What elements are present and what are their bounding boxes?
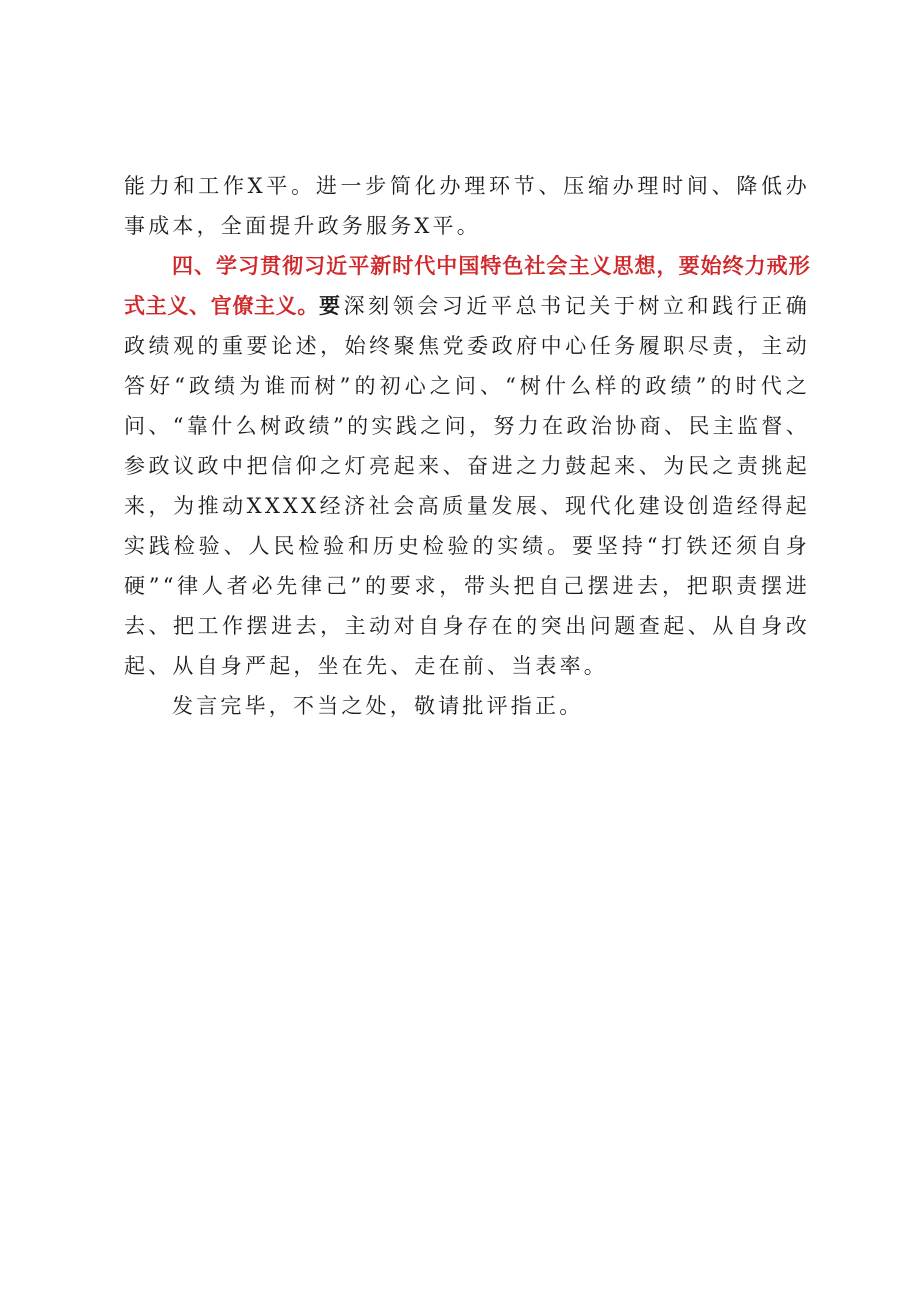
paragraph-closing — [124, 686, 810, 726]
section-heading: 四、学习贯彻习近平新时代中国特色社会主义思想，要始终力戒形式主义、官僚主义。 — [124, 253, 810, 318]
document-body — [124, 166, 810, 726]
paragraph-section-four — [124, 246, 810, 686]
paragraph-text: 深刻领会习近平总书记关于树立和践行正确政绩观的重要论述，始终聚焦党委政府中心任务履职尽责，主动答好“政绩为谁而树”的初心之问、“树什么样的政绩”的时代之问、“靠什么树政绩”的实践之问，努力在政治协商、民主监督、参政议政中把信仰之灯亮起来、奋进之力鼓起来、为民之责挑起来，为推动XXXX经济社会高质量发展、现代化建设创造经得起实践检验、人民检验和历史检验的实绩。要坚持“打铁还须自身硬”“律人者必先律己”的要求，带头把自己摆进去，把职责摆进去、把工作摆进去，主动对自身存在的突出问题查起、从自身改起、从自身严起，坐在先、走在前、当表率。 — [124, 294, 811, 678]
paragraph-lead: 要 — [319, 293, 344, 318]
closing-text: 发言完毕，不当之处，敬请批评指正。 — [172, 694, 584, 718]
paragraph-continuation — [124, 166, 810, 246]
paragraph-text: 能力和工作X平。进一步简化办理环节、压缩办理时间、降低办事成本，全面提升政务服务X平。 — [124, 174, 810, 238]
